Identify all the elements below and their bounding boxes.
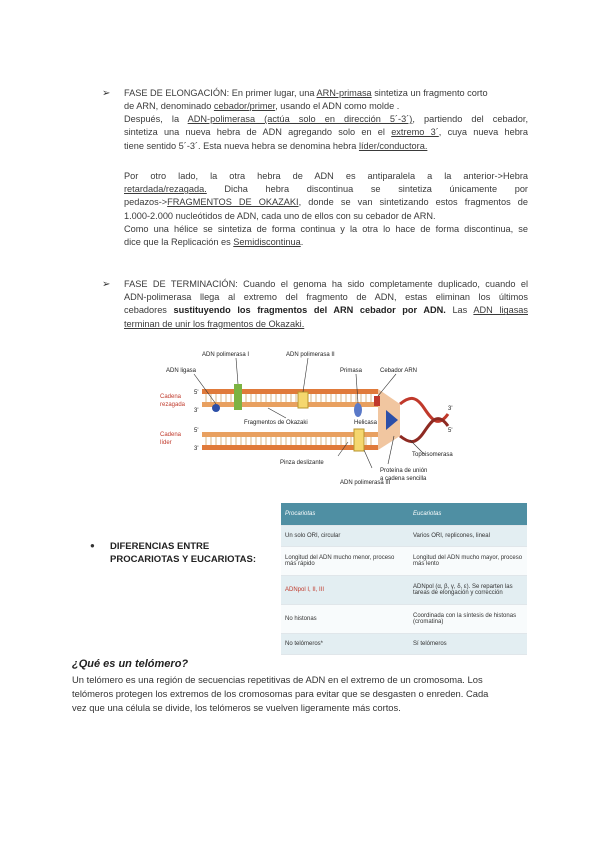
text-run: 1.000-2.000 nucleótidos de ADN, cada uno de ellos con su cebador de ARN. bbox=[124, 210, 436, 221]
elongation-paragraph-body bbox=[124, 100, 528, 153]
table-cell: No histonas bbox=[281, 605, 409, 634]
differences-title bbox=[110, 540, 256, 566]
label-5-prime-right: 5' bbox=[448, 428, 453, 434]
label-3-prime-bottom: 3' bbox=[194, 446, 199, 452]
okazaki-line-3 bbox=[124, 196, 528, 209]
text-run: , cuya nueva hebra bbox=[438, 127, 528, 138]
table-cell: Longitud del ADN mucho mayor, proceso más lento bbox=[409, 547, 527, 576]
semidiscontinua-term: Semidiscontinua bbox=[233, 237, 301, 248]
table-cell: ADNpol (α, β, γ, δ, ε). Se reparten las tareas de elongación y corrección bbox=[409, 576, 527, 605]
elongation-line-3 bbox=[124, 113, 528, 126]
okazaki-line-1 bbox=[124, 170, 528, 183]
differences-table bbox=[281, 503, 527, 655]
label-pinza-deslizante: Pinza deslizante bbox=[280, 460, 324, 466]
table-cell: Sí telómeros bbox=[409, 634, 527, 655]
table-row bbox=[281, 547, 527, 576]
text-run: de ARN, denominado bbox=[124, 101, 214, 111]
text-run: sintetiza una nueva hebra de ADN agregando solo en el bbox=[124, 127, 392, 138]
label-proteina-union-2: a cadena sencilla bbox=[380, 476, 427, 482]
text-run: Después, la bbox=[124, 114, 188, 125]
table-cell: Longitud del ADN mucho menor, proceso más rápido bbox=[281, 547, 409, 576]
text-run: , donde se van sintetizando estos fragmentos de bbox=[298, 197, 528, 208]
cebador-term: cebador/primer bbox=[213, 101, 276, 111]
adn-ligasas-term: ADN ligasas bbox=[473, 305, 528, 316]
cebador-arn-shape bbox=[374, 396, 380, 406]
termination-line-3 bbox=[124, 304, 528, 317]
text-run: . bbox=[300, 237, 304, 248]
telomere-paragraph bbox=[72, 673, 532, 715]
label-proteina-union-1: Proteína de unión bbox=[380, 468, 428, 474]
hebra-retardada-term: retardada/rezagada. bbox=[124, 184, 207, 195]
header-procariotas: Procariotas bbox=[281, 503, 409, 526]
dna-replication-diagram bbox=[148, 344, 462, 494]
elongation-paragraph bbox=[124, 87, 528, 100]
text-run: , usando el ADN como molde . bbox=[275, 101, 400, 111]
label-cadena-rezagada-2: rezagada bbox=[160, 402, 186, 408]
leading-template-strand bbox=[202, 445, 378, 450]
termination-line-1 bbox=[124, 278, 528, 291]
elongation-line-1 bbox=[124, 87, 528, 100]
telomere-line-1: Un telómero es una región de secuencias repetitivas de ADN en el extremo de un cromosoma. Los bbox=[72, 674, 483, 685]
elongation-line-2 bbox=[124, 100, 528, 113]
text-run: Como una hélice se sintetiza de forma continua y la otra lo hace de forma discontinua, se bbox=[124, 223, 528, 234]
arn-primasa-term: ARN-primasa bbox=[316, 88, 372, 98]
telomere-line-2: telómeros protegen los extremos de los cromosomas para evitar que se desgasten o enreden. Cada bbox=[72, 688, 489, 699]
label-adn-polimerasa-iii: ADN polimerasa III bbox=[340, 480, 391, 486]
text-run: ADN-polimerasa llega al extremo del fragmento de ADN, estas eliminan los últimos bbox=[124, 292, 528, 303]
extremo-3-term: extremo 3´ bbox=[391, 127, 439, 138]
label-adn-polimerasa-ii: ADN polimerasa II bbox=[286, 352, 335, 358]
text-run: Las bbox=[445, 305, 474, 316]
differences-title-line-2: PROCARIOTAS Y EUCARIOTAS: bbox=[110, 554, 257, 565]
termination-line-4 bbox=[124, 318, 528, 331]
table-row bbox=[281, 526, 527, 547]
text-run: , partiendo del cebador, bbox=[412, 114, 529, 125]
text-run: tiene sentido 5´-3´. Esta nueva hebra se denomina hebra bbox=[124, 140, 359, 151]
lagging-new-strand bbox=[202, 402, 378, 407]
table-cell: No telómeros* bbox=[281, 634, 409, 655]
termination-line-2 bbox=[124, 291, 528, 304]
differences-bullet: ● bbox=[90, 541, 95, 550]
label-cadena-rezagada-1: Cadena bbox=[160, 394, 182, 400]
label-3-prime-top: 3' bbox=[194, 408, 199, 414]
text-run: sintetiza un fragmento corto bbox=[371, 88, 488, 98]
okazaki-line-5 bbox=[124, 223, 528, 236]
label-5-prime-bottom: 5' bbox=[194, 428, 199, 434]
emphasis-text: sustituyendo los fragmentos del ARN cebador por ADN. bbox=[173, 305, 446, 316]
elongation-line-5 bbox=[124, 140, 528, 153]
label-topoisomerasa: Topoisomerasa bbox=[412, 452, 453, 458]
okazaki-term: FRAGMENTOS DE OKAZAKI bbox=[167, 197, 299, 208]
differences-title-line-1: DIFERENCIAS ENTRE bbox=[110, 541, 210, 552]
label-adn-ligasa: ADN ligasa bbox=[166, 368, 197, 374]
text-run: FASE DE ELONGACIÓN: En primer lugar, una bbox=[124, 88, 317, 98]
primasa-shape bbox=[354, 403, 362, 417]
hebra-lider-term: líder/conductora. bbox=[358, 140, 428, 151]
table-row bbox=[281, 576, 527, 605]
elongation-line-4 bbox=[124, 126, 528, 139]
label-cadena-lider-1: Cadena bbox=[160, 432, 182, 438]
label-adn-polimerasa-i: ADN polimerasa I bbox=[202, 352, 250, 358]
table-header-row bbox=[281, 503, 527, 526]
header-eucariotas: Eucariotas bbox=[409, 503, 527, 526]
adn-polimerasa-i-shape bbox=[234, 384, 242, 410]
text-run: cebadores bbox=[124, 305, 174, 316]
adn-ligasa-shape bbox=[212, 404, 220, 412]
adn-polimerasa-iii-shape bbox=[354, 429, 364, 451]
table-row bbox=[281, 605, 527, 634]
table-cell: Un solo ORI, circular bbox=[281, 526, 409, 547]
text-run: dice que la Replicación es bbox=[124, 237, 234, 248]
telomere-heading: ¿Qué es un telómero? bbox=[72, 658, 189, 670]
adn-polimerasa-ii-shape bbox=[298, 392, 308, 408]
label-fragmentos-okazaki: Fragmentos de Okazaki bbox=[244, 420, 308, 426]
table-row bbox=[281, 634, 527, 655]
adn-polimerasa-term: ADN-polimerasa (actúa solo en dirección 5´-3´) bbox=[187, 114, 413, 125]
label-cadena-lider-2: líder bbox=[160, 440, 172, 446]
text-run: Por otro lado, la otra hebra de ADN es antiparalela a la anterior->Hebra bbox=[124, 171, 528, 181]
table-cell: Coordinada con la síntesis de histonas (cromatina) bbox=[409, 605, 527, 634]
leading-new-strand bbox=[202, 432, 378, 437]
lagging-template-strand bbox=[202, 389, 378, 394]
text-run: Dicha hebra discontinua se sintetiza únicamente por bbox=[206, 184, 528, 195]
okazaki-line-2 bbox=[124, 183, 528, 196]
termination-bullet: ➢ bbox=[102, 279, 111, 290]
text-run: pedazos-> bbox=[124, 197, 168, 208]
termination-paragraph bbox=[124, 278, 528, 331]
table-cell: ADNpol I, II, III bbox=[281, 576, 409, 605]
label-helicasa: Helicasa bbox=[354, 420, 378, 426]
label-primasa: Primasa bbox=[340, 368, 363, 374]
telomere-line-3: vez que una célula se divide, los telómeros se vuelven ligeramente más cortos. bbox=[72, 702, 401, 713]
okazaki-line-4 bbox=[124, 210, 528, 223]
table-cell: Varios ORI, replicones, lineal bbox=[409, 526, 527, 547]
ligasas-finish-term: terminan de unir los fragmentos de Okazaki. bbox=[124, 318, 305, 329]
elongation-bullet: ➢ bbox=[102, 88, 111, 99]
okazaki-line-6 bbox=[124, 236, 528, 249]
okazaki-paragraph bbox=[124, 170, 528, 249]
label-3-prime-right: 3' bbox=[448, 406, 453, 412]
label-cebador-arn: Cebador ARN bbox=[380, 368, 418, 374]
text-run: FASE DE TERMINACIÓN: Cuando el genoma ha sido completamente duplicado, cuando el bbox=[124, 279, 528, 289]
label-5-prime-top: 5' bbox=[194, 390, 199, 396]
